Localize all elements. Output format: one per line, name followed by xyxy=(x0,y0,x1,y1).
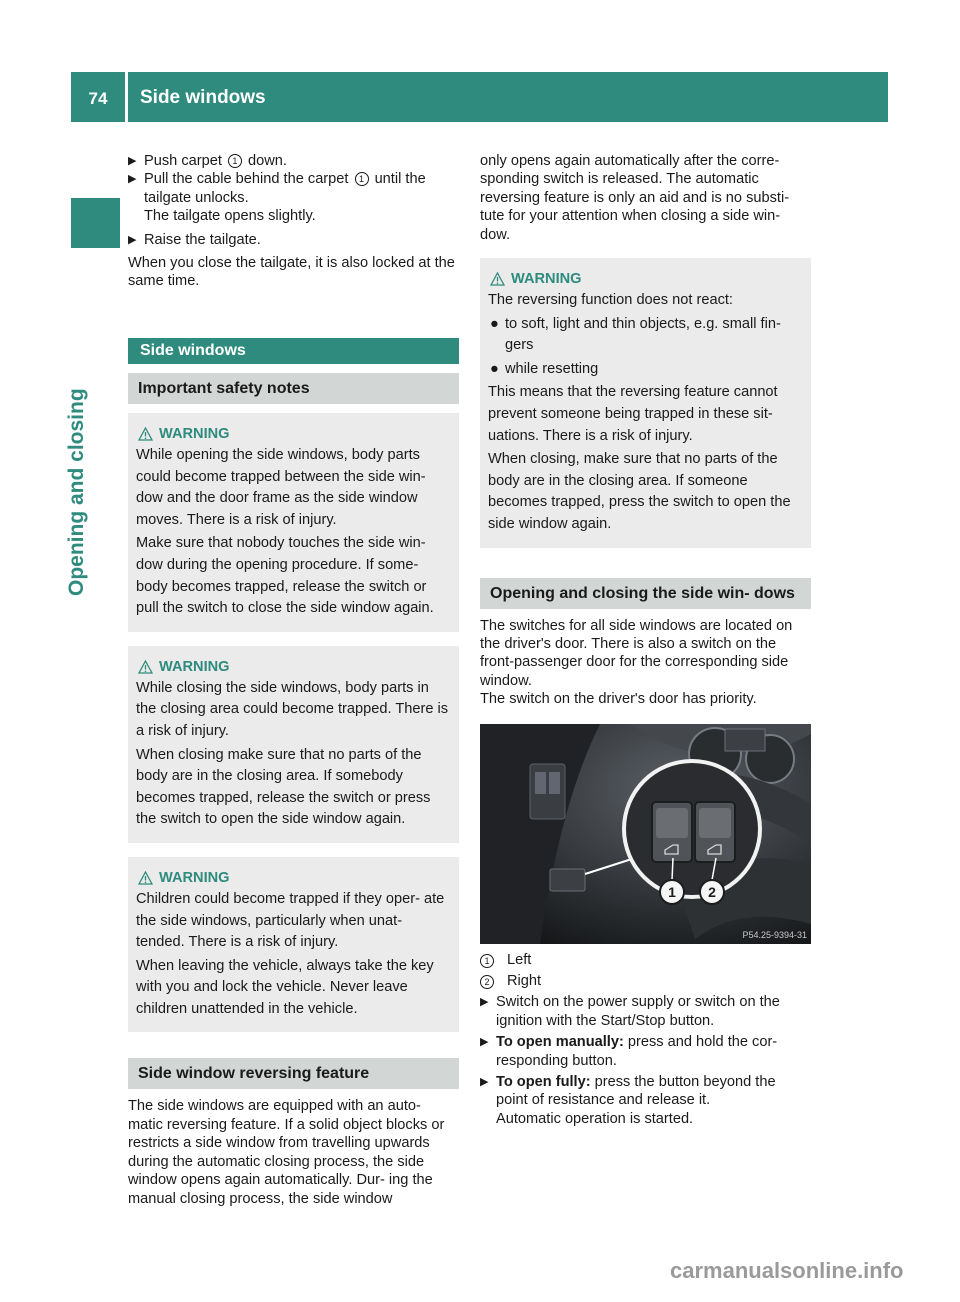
warning-text: When closing, make sure that no parts of the body are in the closing area. If someone becomes trapped, press the switch to open the side window again. xyxy=(488,451,791,532)
left-column-sections xyxy=(128,338,459,1208)
step-open-fully: ▶ To open fully: press the button beyond the point of resistance and release it. xyxy=(480,1074,776,1109)
warning-triangle-icon xyxy=(138,427,153,441)
warning-text: When closing make sure that no parts of the body are in the closing area. If somebody becomes trapped, release the switch or press the switch to open the side window again. xyxy=(136,746,431,828)
section-title-side-windows: Side windows xyxy=(128,338,459,364)
warning-triangle-icon xyxy=(490,272,505,286)
step-arrow-icon: ▶ xyxy=(128,155,137,167)
legend-item: 1 Left xyxy=(480,951,811,969)
step-switch-on: ▶ Switch on the power supply or switch on the ignition with the Start/Stop button. xyxy=(480,994,780,1029)
step-result: Automatic operation is started. xyxy=(496,1110,694,1127)
callout-1-icon: 1 xyxy=(480,954,494,968)
warning-text: Children could become trapped if they oper- ate the side windows, particularly when unat- tended. There is a risk of injury. xyxy=(136,890,445,951)
left-column xyxy=(128,152,459,291)
step-arrow-icon: ▶ xyxy=(480,1076,489,1089)
subsection-title-safety: Important safety notes xyxy=(128,373,459,404)
warning-text: While closing the side windows, body parts in the closing area could become trapped. There is a risk of injury. xyxy=(136,679,449,739)
warning-text: The reversing function does not react: xyxy=(488,292,733,309)
priority-text: The switch on the driver's door has priority. xyxy=(480,691,757,708)
warning-text: Make sure that nobody touches the side win- dow during the opening procedure. If some- body becomes trapped, release the switch or pull the switch to close the side window again. xyxy=(136,535,434,617)
warning-heading: WARNING xyxy=(488,268,803,290)
reversing-text-continued: only opens again automatically after the corre- sponding switch is released. The automatic reversing feature is only an aid and is no substi- tute for your attention when closing a side win- dow. xyxy=(480,153,790,243)
callout-2-icon: 2 xyxy=(480,975,494,989)
image-code: P54.25-9394-31 xyxy=(742,929,807,940)
step-arrow-icon: ▶ xyxy=(480,996,489,1009)
right-column xyxy=(480,152,811,1128)
warning-text: This means that the reversing feature cannot prevent someone being trapped in these sit- uations. There is a risk of injury. xyxy=(488,384,778,444)
warning-triangle-icon xyxy=(138,871,153,885)
subsection-title-reversing: Side window reversing feature xyxy=(128,1058,459,1089)
bullet-item: ● while resetting xyxy=(488,359,803,381)
step-raise-tailgate: ▶ Raise the tailgate. xyxy=(128,231,261,248)
callout-2-label: 2 xyxy=(708,883,716,900)
close-note: When you close the tailgate, it is also locked at the same time. xyxy=(128,255,455,290)
warning-heading: WARNING xyxy=(136,656,451,678)
warning-heading: WARNING xyxy=(136,423,451,445)
reversing-text: The side windows are equipped with an auto- matic reversing feature. If a solid object blocks or restricts a side window from travelling upwards during the automatic closing process, the side window opens again automatically. Dur- ing the manual closing process, the side window xyxy=(128,1098,445,1207)
chapter-label: Opening and closing xyxy=(65,388,88,596)
warning-text: When leaving the vehicle, always take the key with you and lock the vehicle. Never leave children unattended in the vehicle. xyxy=(136,957,434,1017)
warning-text: While opening the side windows, body parts could become trapped between the side win- dow and the door frame as the side window moves. There is a risk of injury. xyxy=(136,447,426,528)
watermark: carmanualsonline.info xyxy=(670,1258,904,1283)
step-pull-cable: ▶ Pull the cable behind the carpet 1 until the tailgate unlocks. xyxy=(128,171,426,206)
bullet-icon: ● xyxy=(490,360,499,377)
step-open-manually: ▶ To open manually: press and hold the cor- responding button. xyxy=(480,1034,778,1069)
door-switch-illustration xyxy=(480,724,811,944)
callout-1-label: 1 xyxy=(668,883,676,900)
warning-triangle-icon xyxy=(138,660,153,674)
warning-box xyxy=(128,413,459,632)
step-arrow-icon: ▶ xyxy=(128,233,137,246)
header-separator xyxy=(125,72,128,122)
warning-heading: WARNING xyxy=(136,867,451,889)
legend-item: 2 Right xyxy=(480,972,811,990)
callout-1-icon: 1 xyxy=(228,154,242,168)
switches-text: The switches for all side windows are located on the driver's door. There is also a switch on the front-passenger door for the corresponding side window. xyxy=(480,617,793,689)
door-switch-photo xyxy=(480,724,811,944)
subsection-title-opening-closing: Opening and closing the side win- dows xyxy=(480,578,811,609)
bullet-icon: ● xyxy=(490,315,499,332)
warning-box xyxy=(128,857,459,1033)
bullet-item: ● to soft, light and thin objects, e.g. small fin- gers xyxy=(490,315,781,354)
callout-1-icon: 1 xyxy=(355,172,369,186)
step-arrow-icon: ▶ xyxy=(480,1036,489,1049)
step-push-carpet: ▶ Push carpet 1 down. xyxy=(128,153,287,169)
page-title: Side windows xyxy=(140,87,266,108)
warning-box xyxy=(128,646,459,843)
page-number: 74 xyxy=(88,89,108,108)
step-result: The tailgate opens slightly. xyxy=(144,208,316,225)
step-arrow-icon: ▶ xyxy=(128,173,137,186)
warning-box xyxy=(480,258,811,548)
side-tab-marker xyxy=(71,198,120,248)
